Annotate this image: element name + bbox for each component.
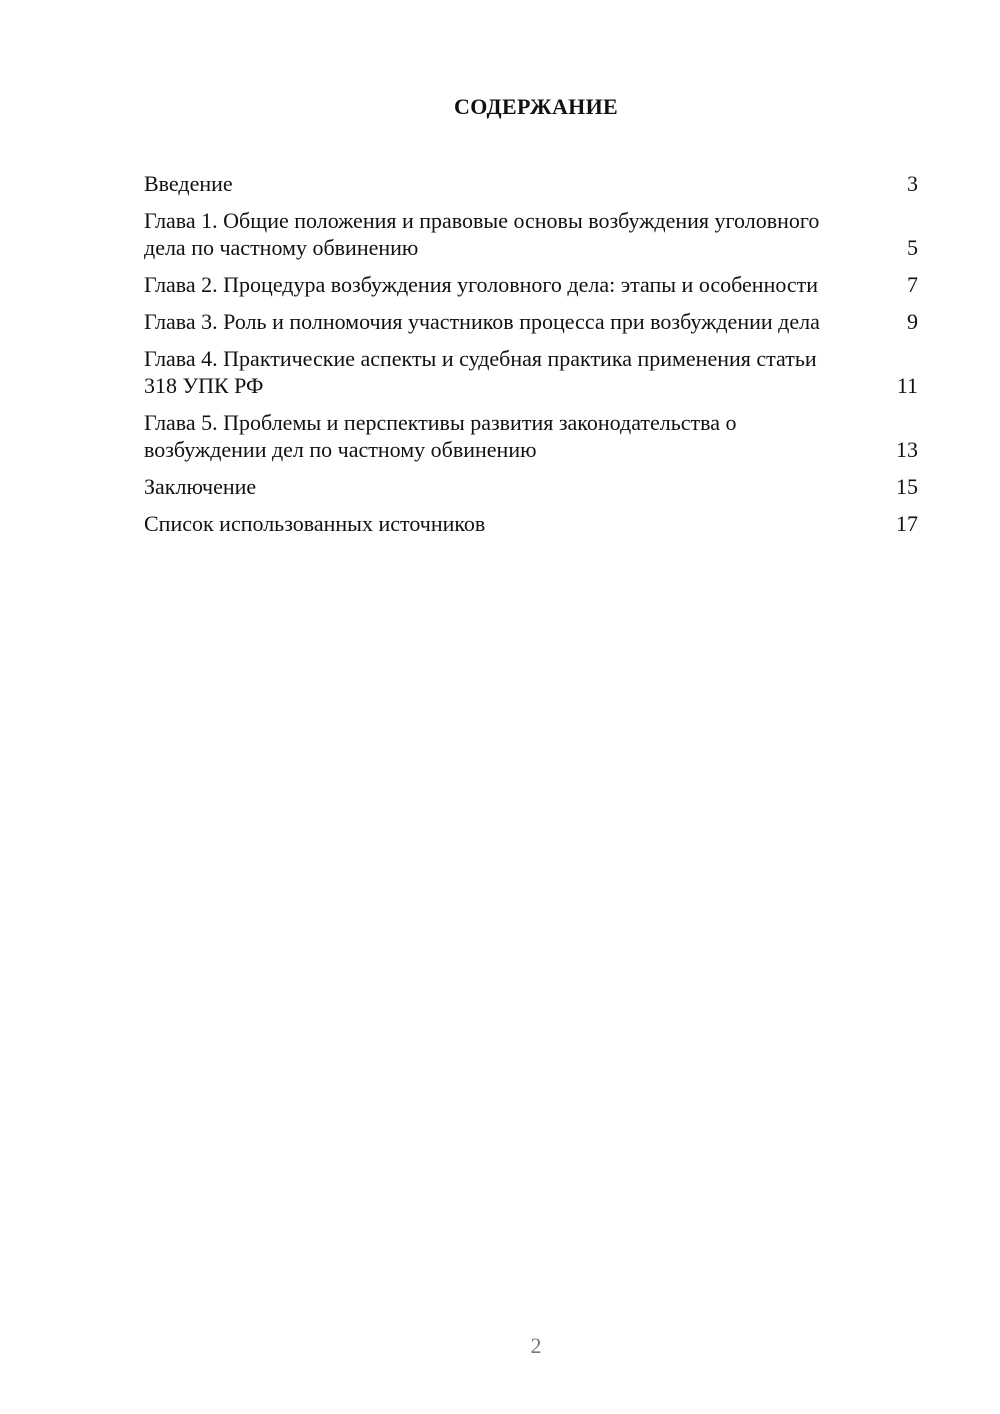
toc-entry-page: 11	[896, 373, 918, 398]
toc-entry-page: 5	[907, 235, 918, 260]
toc-entry-label: Глава 4. Практические аспекты и судебная практика применения статьи 318 УПК РФ	[144, 346, 817, 398]
toc-entry-label: Глава 1. Общие положения и правовые основы возбуждения уголовного дела по частному обвинению	[144, 208, 820, 260]
toc-entry-page: 13	[896, 437, 918, 462]
toc-entry-page: 17	[896, 511, 918, 536]
toc-entry-chapter-4	[144, 345, 918, 399]
toc-entry-label: Список использованных источников	[144, 511, 486, 536]
toc-title: СОДЕРЖАНИЕ	[454, 94, 618, 119]
toc-entry-chapter-3	[144, 308, 918, 335]
toc-entry-label: Глава 3. Роль и полномочия участников процесса при возбуждении дела	[144, 309, 820, 334]
toc-entry-chapter-2	[144, 271, 918, 298]
table-of-contents	[144, 170, 918, 547]
toc-entry-label: Глава 2. Процедура возбуждения уголовного дела: этапы и особенности	[144, 272, 819, 297]
toc-entry-references	[144, 510, 918, 537]
toc-entry-page: 3	[907, 171, 918, 196]
toc-entry-introduction	[144, 170, 918, 197]
toc-entry-conclusion	[144, 473, 918, 500]
toc-entry-label: Введение	[144, 171, 233, 196]
toc-entry-chapter-1	[144, 207, 918, 261]
toc-entry-label: Глава 5. Проблемы и перспективы развития законодательства о возбуждении дел по частному обвинению	[144, 410, 737, 462]
toc-entry-page: 15	[896, 474, 918, 499]
toc-entry-page: 7	[907, 272, 918, 297]
toc-entry-page: 9	[907, 309, 918, 334]
toc-entry-chapter-5	[144, 409, 918, 463]
toc-entry-label: Заключение	[144, 474, 257, 499]
page-number: 2	[530, 1333, 542, 1358]
